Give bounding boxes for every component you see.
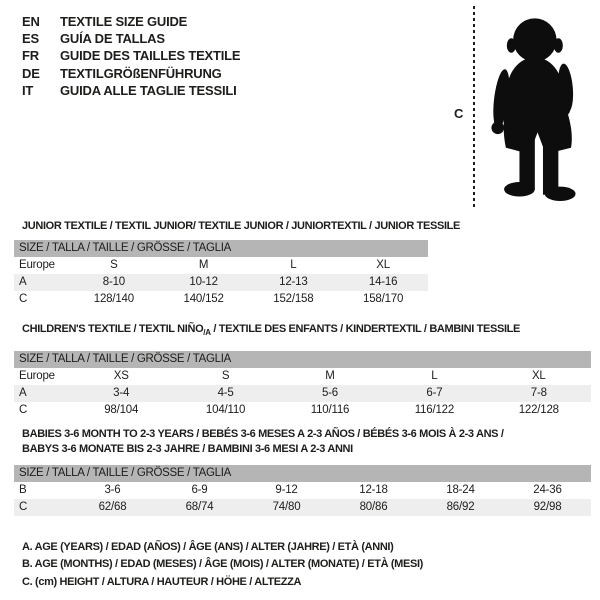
language-header — [22, 13, 240, 99]
language-label: GUIDA ALLE TAGLIE TESSILI — [60, 82, 237, 98]
table-row-a — [14, 385, 591, 402]
table-title-text: /A — [203, 328, 211, 338]
size-value-cell: 10-12 — [189, 275, 218, 288]
table-row-a — [14, 274, 428, 291]
size-value-cell: 116/122 — [414, 403, 455, 416]
size-value-cell: 5-6 — [321, 386, 338, 399]
size-value-cell: 68/74 — [185, 501, 214, 513]
table-title-text: BABYS 3-6 MONATE BIS 2-3 JAHRE / BAMBINI 3-6 MESI A 2-3 ANNI — [22, 442, 353, 455]
table-title-text: CHILDREN'S TEXTILE / TEXTIL NIÑO — [22, 323, 204, 335]
size-value-cell: 4-5 — [217, 386, 234, 399]
size-value-cell: S — [221, 369, 230, 382]
size-value-cell: 152/158 — [273, 292, 314, 305]
size-value-cell: L — [290, 258, 297, 271]
table-title-line — [22, 442, 591, 457]
size-value-cell: 104/110 — [205, 403, 246, 416]
row-label-cell: A — [19, 386, 27, 399]
size-value-cell: 8-10 — [102, 275, 125, 288]
row-label-cell: Europe — [19, 369, 55, 382]
baby-measure-figure — [450, 4, 598, 216]
size-value-cell: M — [325, 369, 335, 382]
language-label: GUÍA DE TALLAS — [60, 31, 165, 47]
size-value-cell: 62/68 — [98, 501, 127, 513]
table-row-b — [14, 482, 591, 499]
row-label-cell: A — [19, 275, 27, 288]
table-row-c — [14, 499, 591, 516]
table-row-c — [14, 291, 428, 308]
language-code: ES — [22, 31, 39, 47]
table-title-line — [22, 219, 461, 234]
table-row-c — [14, 402, 591, 419]
measure-dashed-line — [473, 6, 475, 210]
language-row-it — [22, 82, 240, 99]
table-row-europe — [14, 368, 591, 385]
legend-note: B. AGE (MONTHS) / EDAD (MESES) / ÂGE (MOIS) / ALTER (MONATE) / ETÀ (MESI) — [22, 558, 423, 571]
language-row-es — [22, 30, 240, 47]
row-label-cell: C — [19, 292, 28, 305]
language-row-fr — [22, 47, 240, 64]
size-value-cell: 98/104 — [104, 403, 139, 416]
size-value-cell: 92/98 — [533, 501, 562, 513]
size-value-cell: 12-18 — [359, 484, 388, 496]
baby-toddler-silhouette-icon — [486, 6, 590, 208]
size-value-cell: 158/170 — [363, 292, 404, 305]
size-value-cell: 6-9 — [191, 484, 208, 496]
table-title — [22, 322, 591, 341]
size-value-cell: 12-13 — [279, 275, 308, 288]
size-value-cell: 128/140 — [93, 292, 134, 305]
legend-notes — [22, 539, 423, 591]
row-label-cell: B — [19, 484, 27, 496]
size-header-bar: SIZE / TALLA / TAILLE / GRÖSSE / TAGLIA — [14, 240, 428, 257]
size-value-cell: L — [431, 369, 438, 382]
language-code: DE — [22, 65, 40, 81]
size-value-cell: M — [198, 258, 209, 271]
row-label-cell: C — [19, 501, 28, 513]
language-label: GUIDE DES TAILLES TEXTILE — [60, 48, 241, 64]
size-value-cell: 3-6 — [104, 484, 121, 496]
language-code: FR — [22, 48, 39, 64]
size-value-cell: 9-12 — [275, 484, 298, 496]
row-label-cell: Europe — [19, 258, 55, 271]
table-title-text: / TEXTILE DES ENFANTS / KINDERTEXTIL / BAMBINI TESSILE — [210, 323, 521, 335]
language-code: IT — [22, 82, 34, 98]
size-value-cell: 122/128 — [518, 403, 559, 416]
size-value-cell: 80/86 — [359, 501, 388, 513]
table-title-line — [22, 427, 591, 442]
table-title — [22, 219, 461, 234]
table-title — [22, 427, 591, 456]
table-title-text: BABIES 3-6 MONTH TO 2-3 YEARS / BEBÉS 3-6 MESES A 2-3 AÑOS / BÉBÉS 3-6 MOIS À 2-3 ANS / — [22, 428, 504, 440]
size-value-cell: 7-8 — [530, 386, 547, 399]
size-header-bar: SIZE / TALLA / TAILLE / GRÖSSE / TAGLIA — [14, 351, 591, 368]
size-value-cell: 6-7 — [426, 386, 443, 399]
size-value-cell: S — [110, 258, 118, 271]
size-value-cell: XL — [531, 369, 546, 382]
childrens-textile-table-section — [14, 322, 591, 419]
size-header-bar: SIZE / TALLA / TAILLE / GRÖSSE / TAGLIA — [14, 465, 591, 482]
size-value-cell: 86/92 — [446, 501, 475, 513]
language-code: EN — [22, 14, 40, 30]
junior-textile-table-section — [14, 219, 461, 308]
table-title-line — [22, 322, 591, 341]
size-value-cell: 140/152 — [183, 292, 224, 305]
table-title-text: JUNIOR TEXTILE / TEXTIL JUNIOR/ TEXTILE JUNIOR / JUNIORTEXTIL / JUNIOR TESSILE — [22, 220, 461, 232]
language-label: TEXTILE SIZE GUIDE — [60, 14, 188, 30]
size-value-cell: XS — [113, 369, 129, 382]
size-value-cell: 74/80 — [272, 501, 301, 513]
table-row-europe — [14, 257, 428, 274]
size-value-cell: 24-36 — [533, 484, 562, 496]
row-label-cell: C — [19, 403, 28, 416]
size-value-cell: 14-16 — [368, 275, 398, 288]
size-value-cell: 18-24 — [446, 484, 475, 496]
legend-note: A. AGE (YEARS) / EDAD (AÑOS) / ÂGE (ANS) / ALTER (JAHRE) / ETÀ (ANNI) — [22, 541, 394, 553]
language-row-en — [22, 13, 240, 30]
size-value-cell: 3-4 — [113, 386, 130, 399]
legend-note: C. (cm) HEIGHT / ALTURA / HAUTEUR / HÖHE / ALTEZZA — [22, 575, 302, 588]
babies-textile-table-section — [14, 427, 591, 516]
size-value-cell: 110/116 — [310, 403, 350, 416]
size-value-cell: XL — [376, 258, 390, 271]
language-row-de — [22, 65, 240, 82]
height-measure-label: C — [454, 106, 464, 121]
language-label: TEXTILGRÖßENFÜHRUNG — [60, 65, 222, 81]
